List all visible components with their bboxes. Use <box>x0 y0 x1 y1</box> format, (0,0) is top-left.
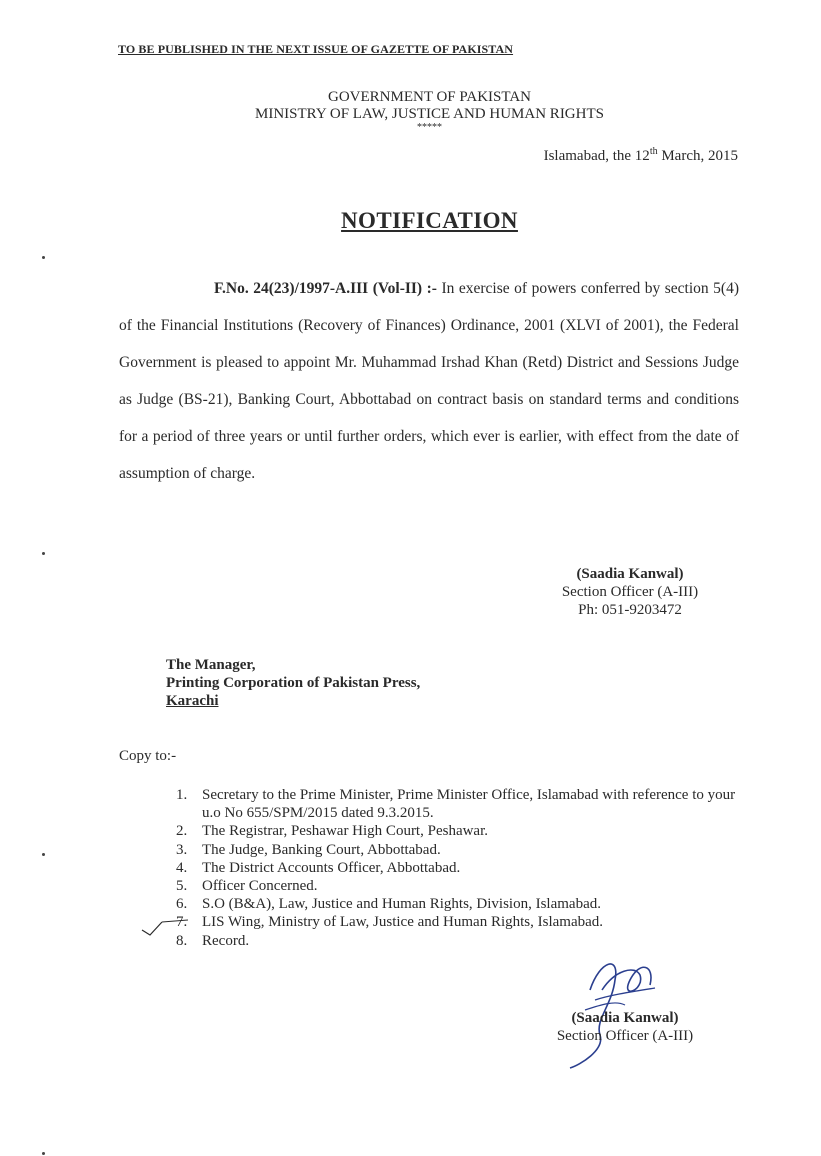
copy-list-item <box>176 895 742 913</box>
copy-list-item <box>176 913 742 931</box>
copy-item-text: The District Accounts Officer, Abbottabad. <box>202 859 461 876</box>
signatory-phone: Ph: 051-9203472 <box>578 602 682 618</box>
copy-to-label: Copy to:- <box>119 748 177 764</box>
signatory-designation: Section Officer (A-III) <box>561 584 699 600</box>
copy-item-number: 2. <box>176 823 188 840</box>
copy-list-item <box>176 841 742 859</box>
copy-list <box>176 786 742 950</box>
scan-speck <box>42 552 45 555</box>
letterhead-ministry: MINISTRY OF LAW, JUSTICE AND HUMAN RIGHTS <box>255 106 604 122</box>
copy-item-text: The Registrar, Peshawar High Court, Peshawar. <box>202 823 489 840</box>
notification-title <box>0 208 821 234</box>
signatory-name: (Saadia Kanwal) <box>571 1010 679 1026</box>
date-prefix: Islamabad, the 12 <box>543 148 650 164</box>
date-suffix: March, 2015 <box>657 148 738 164</box>
letterhead <box>0 89 821 133</box>
addressee-city: Karachi <box>166 693 219 709</box>
copy-list-item <box>176 786 742 822</box>
copy-item-number: 3. <box>176 841 188 858</box>
copy-item-number: 1. <box>176 787 188 803</box>
copy-item-text: LIS Wing, Ministry of Law, Justice and Human Rights, Islamabad. <box>202 914 604 931</box>
copy-item-text: S.O (B&A), Law, Justice and Human Rights, Division, Islamabad. <box>202 896 601 913</box>
addressee-line-2: Printing Corporation of Pakistan Press, <box>166 675 421 691</box>
copy-item-text: The Judge, Banking Court, Abbottabad. <box>202 841 441 858</box>
copy-list-item <box>176 822 742 840</box>
copy-list-item <box>176 877 742 895</box>
signatory-block-bottom <box>535 1009 715 1045</box>
scan-speck <box>42 853 45 856</box>
issue-date <box>544 146 738 165</box>
signatory-block-top <box>540 565 720 619</box>
body-text: In exercise of powers conferred by section 5(4) of the Financial Institutions (Recovery of Finances) Ordinance, 2001 (XLVI of 2001), the Federal Government is pleased to appoint Mr. Muhammad Irshad Khan (Retd) District and Sessions Judge as Judge (BS-21), Banking Court, Abbottabad on contract basis on standard terms and conditions for a period of three years or until further orders, which ever is earlier, with effect from the date of assumption of charge. <box>119 280 739 482</box>
copy-item-text: Record. <box>202 932 250 949</box>
copy-item-text: Secretary to the Prime Minister, Prime Minister Office, Islamabad with reference to your u.o No 655/SPM/2015 dated 9.3.2015. <box>202 787 736 822</box>
copy-item-number: 5. <box>176 878 188 895</box>
copy-item-number: 4. <box>176 859 188 876</box>
date-ordinal: th <box>649 146 658 157</box>
file-number: F.No. 24(23)/1997-A.III (Vol-II) :- <box>214 280 437 297</box>
letterhead-stars: ***** <box>417 122 442 133</box>
letterhead-government: GOVERNMENT OF PAKISTAN <box>328 89 531 105</box>
notification-title-text: NOTIFICATION <box>341 208 518 233</box>
copy-item-number: 6. <box>176 896 188 913</box>
copy-item-number: 8. <box>176 932 188 949</box>
signatory-designation: Section Officer (A-III) <box>556 1028 694 1044</box>
copy-item-number: 7. <box>176 914 188 931</box>
addressee-block <box>166 656 420 710</box>
scan-speck <box>42 256 45 259</box>
gazette-note: TO BE PUBLISHED IN THE NEXT ISSUE OF GAZETTE OF PAKISTAN <box>118 42 514 56</box>
copy-list-item <box>176 932 742 950</box>
addressee-line-1: The Manager, <box>166 657 256 673</box>
copy-item-text: Officer Concerned. <box>202 878 318 895</box>
tick-mark-icon <box>140 910 190 940</box>
notification-body <box>119 270 739 492</box>
scan-speck <box>42 1152 45 1155</box>
signatory-name: (Saadia Kanwal) <box>576 566 684 582</box>
copy-list-item <box>176 859 742 877</box>
